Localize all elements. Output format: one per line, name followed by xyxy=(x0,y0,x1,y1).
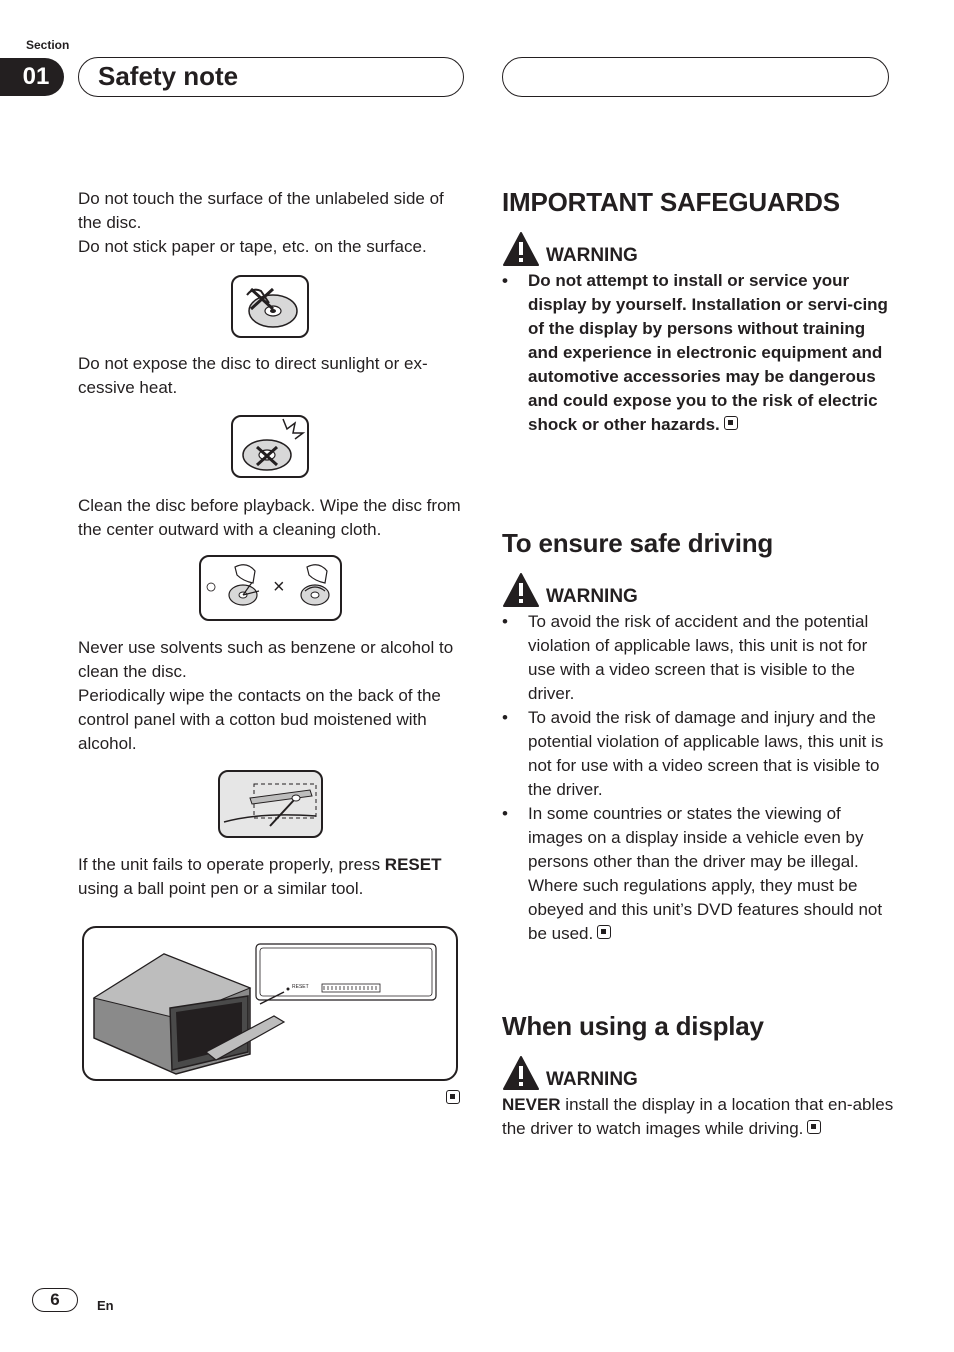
reset-text-post: using a ball point pen or a similar tool. xyxy=(78,879,364,898)
end-mark-icon xyxy=(807,1120,821,1134)
display-text: install the display in a location that en-ables the driver to watch images while driving. xyxy=(502,1095,894,1138)
never-keyword: NEVER xyxy=(502,1095,561,1114)
left-end-mark xyxy=(446,1090,460,1109)
section-label: Section xyxy=(26,38,70,52)
disc-tape-para: Do not stick paper or tape, etc. on the surface. xyxy=(78,237,427,256)
sun-disc-icon xyxy=(233,417,307,476)
warning-header xyxy=(502,229,894,267)
solvents-para: Never use solvents such as benzene or alcohol to clean the disc. xyxy=(78,638,454,681)
safeguard-item-text: Do not attempt to install or service your display by yourself. Installation or servi-cing of the display by persons without training and experience in electronic equipment and automotive accessories may be dangerous and could expose you to the risk of electric shock or other hazards. xyxy=(528,271,888,434)
disc-touch-icon xyxy=(233,277,307,336)
warning-icon xyxy=(502,1055,540,1091)
header-right-pill xyxy=(502,57,889,97)
reset-button-label: RESET xyxy=(292,984,309,990)
bullet: • xyxy=(502,271,508,290)
language-code: En xyxy=(97,1298,114,1313)
driving-list xyxy=(502,610,894,946)
wrong-symbol: × xyxy=(273,576,285,598)
no-touch-disc-illustration xyxy=(231,275,309,338)
sunlight-text: Do not expose the disc to direct sunlight or ex-cessive heat. xyxy=(78,354,428,397)
circular-wipe-icon xyxy=(295,561,337,615)
warning-label: WARNING xyxy=(546,586,638,607)
reset-text xyxy=(78,853,470,901)
panel-contacts-illustration xyxy=(218,770,323,838)
important-safeguards-heading: IMPORTANT SAFEGUARDS xyxy=(502,187,840,217)
correct-symbol: ○ xyxy=(205,576,218,598)
warning-header xyxy=(502,570,894,608)
head-unit-icon xyxy=(84,928,456,1079)
end-mark-icon xyxy=(597,925,611,939)
reset-text-pre: If the unit fails to operate properly, press xyxy=(78,855,385,874)
display-warning xyxy=(502,1053,894,1141)
page-number: 6 xyxy=(32,1288,78,1312)
list-item xyxy=(502,610,894,706)
reset-keyword: RESET xyxy=(384,855,442,874)
list-item xyxy=(502,802,894,946)
end-mark-icon xyxy=(446,1090,460,1104)
driving-warning xyxy=(502,570,894,946)
bullet: • xyxy=(502,612,508,631)
clean-disc-text: Clean the disc before playback. Wipe the disc from the center outward with a cleaning cloth. xyxy=(78,496,461,539)
warning-icon xyxy=(502,572,540,608)
warning-header xyxy=(502,1053,894,1091)
driving-item-text: To avoid the risk of damage and injury and the potential violation of applicable laws, this unit is not for use with a video screen that is visible to the driver. xyxy=(528,708,884,799)
contacts-para: Periodically wipe the contacts on the back of the control panel with a cotton bud moistened with alcohol. xyxy=(78,686,441,753)
page-title: Safety note xyxy=(78,57,464,97)
safe-driving-heading: To ensure safe driving xyxy=(502,528,774,558)
list-item xyxy=(502,706,894,802)
solvents-text xyxy=(78,636,470,756)
safeguards-list xyxy=(502,269,894,437)
disc-surface-text xyxy=(78,187,470,259)
reset-unit-illustration xyxy=(82,926,458,1081)
display-warning-text xyxy=(502,1093,894,1141)
disc-surface-para: Do not touch the surface of the unlabeled side of the disc. xyxy=(78,189,444,232)
bullet: • xyxy=(502,708,508,727)
clean-disc-illustration xyxy=(199,555,342,621)
warning-icon xyxy=(502,231,540,267)
driving-item-text: In some countries or states the viewing of images on a display inside a vehicle even by persons other than the driver may be illegal. Where such regulations apply, they must be obeyed and this unit’s DVD features should not be used. xyxy=(528,804,883,943)
cotton-bud-icon xyxy=(220,772,321,836)
safeguards-warning xyxy=(502,229,894,437)
driving-item-text: To avoid the risk of accident and the potential violation of applicable laws, this unit is not for use with a video screen that is visible to the driver. xyxy=(528,612,869,703)
warning-label: WARNING xyxy=(546,245,638,266)
center-outward-wipe-icon xyxy=(225,561,267,615)
list-item xyxy=(502,269,894,437)
using-display-heading: When using a display xyxy=(502,1011,764,1041)
end-mark-icon xyxy=(724,416,738,430)
warning-label: WARNING xyxy=(546,1069,638,1090)
section-number: 01 xyxy=(0,58,64,96)
bullet: • xyxy=(502,804,508,823)
no-sunlight-disc-illustration xyxy=(231,415,309,478)
